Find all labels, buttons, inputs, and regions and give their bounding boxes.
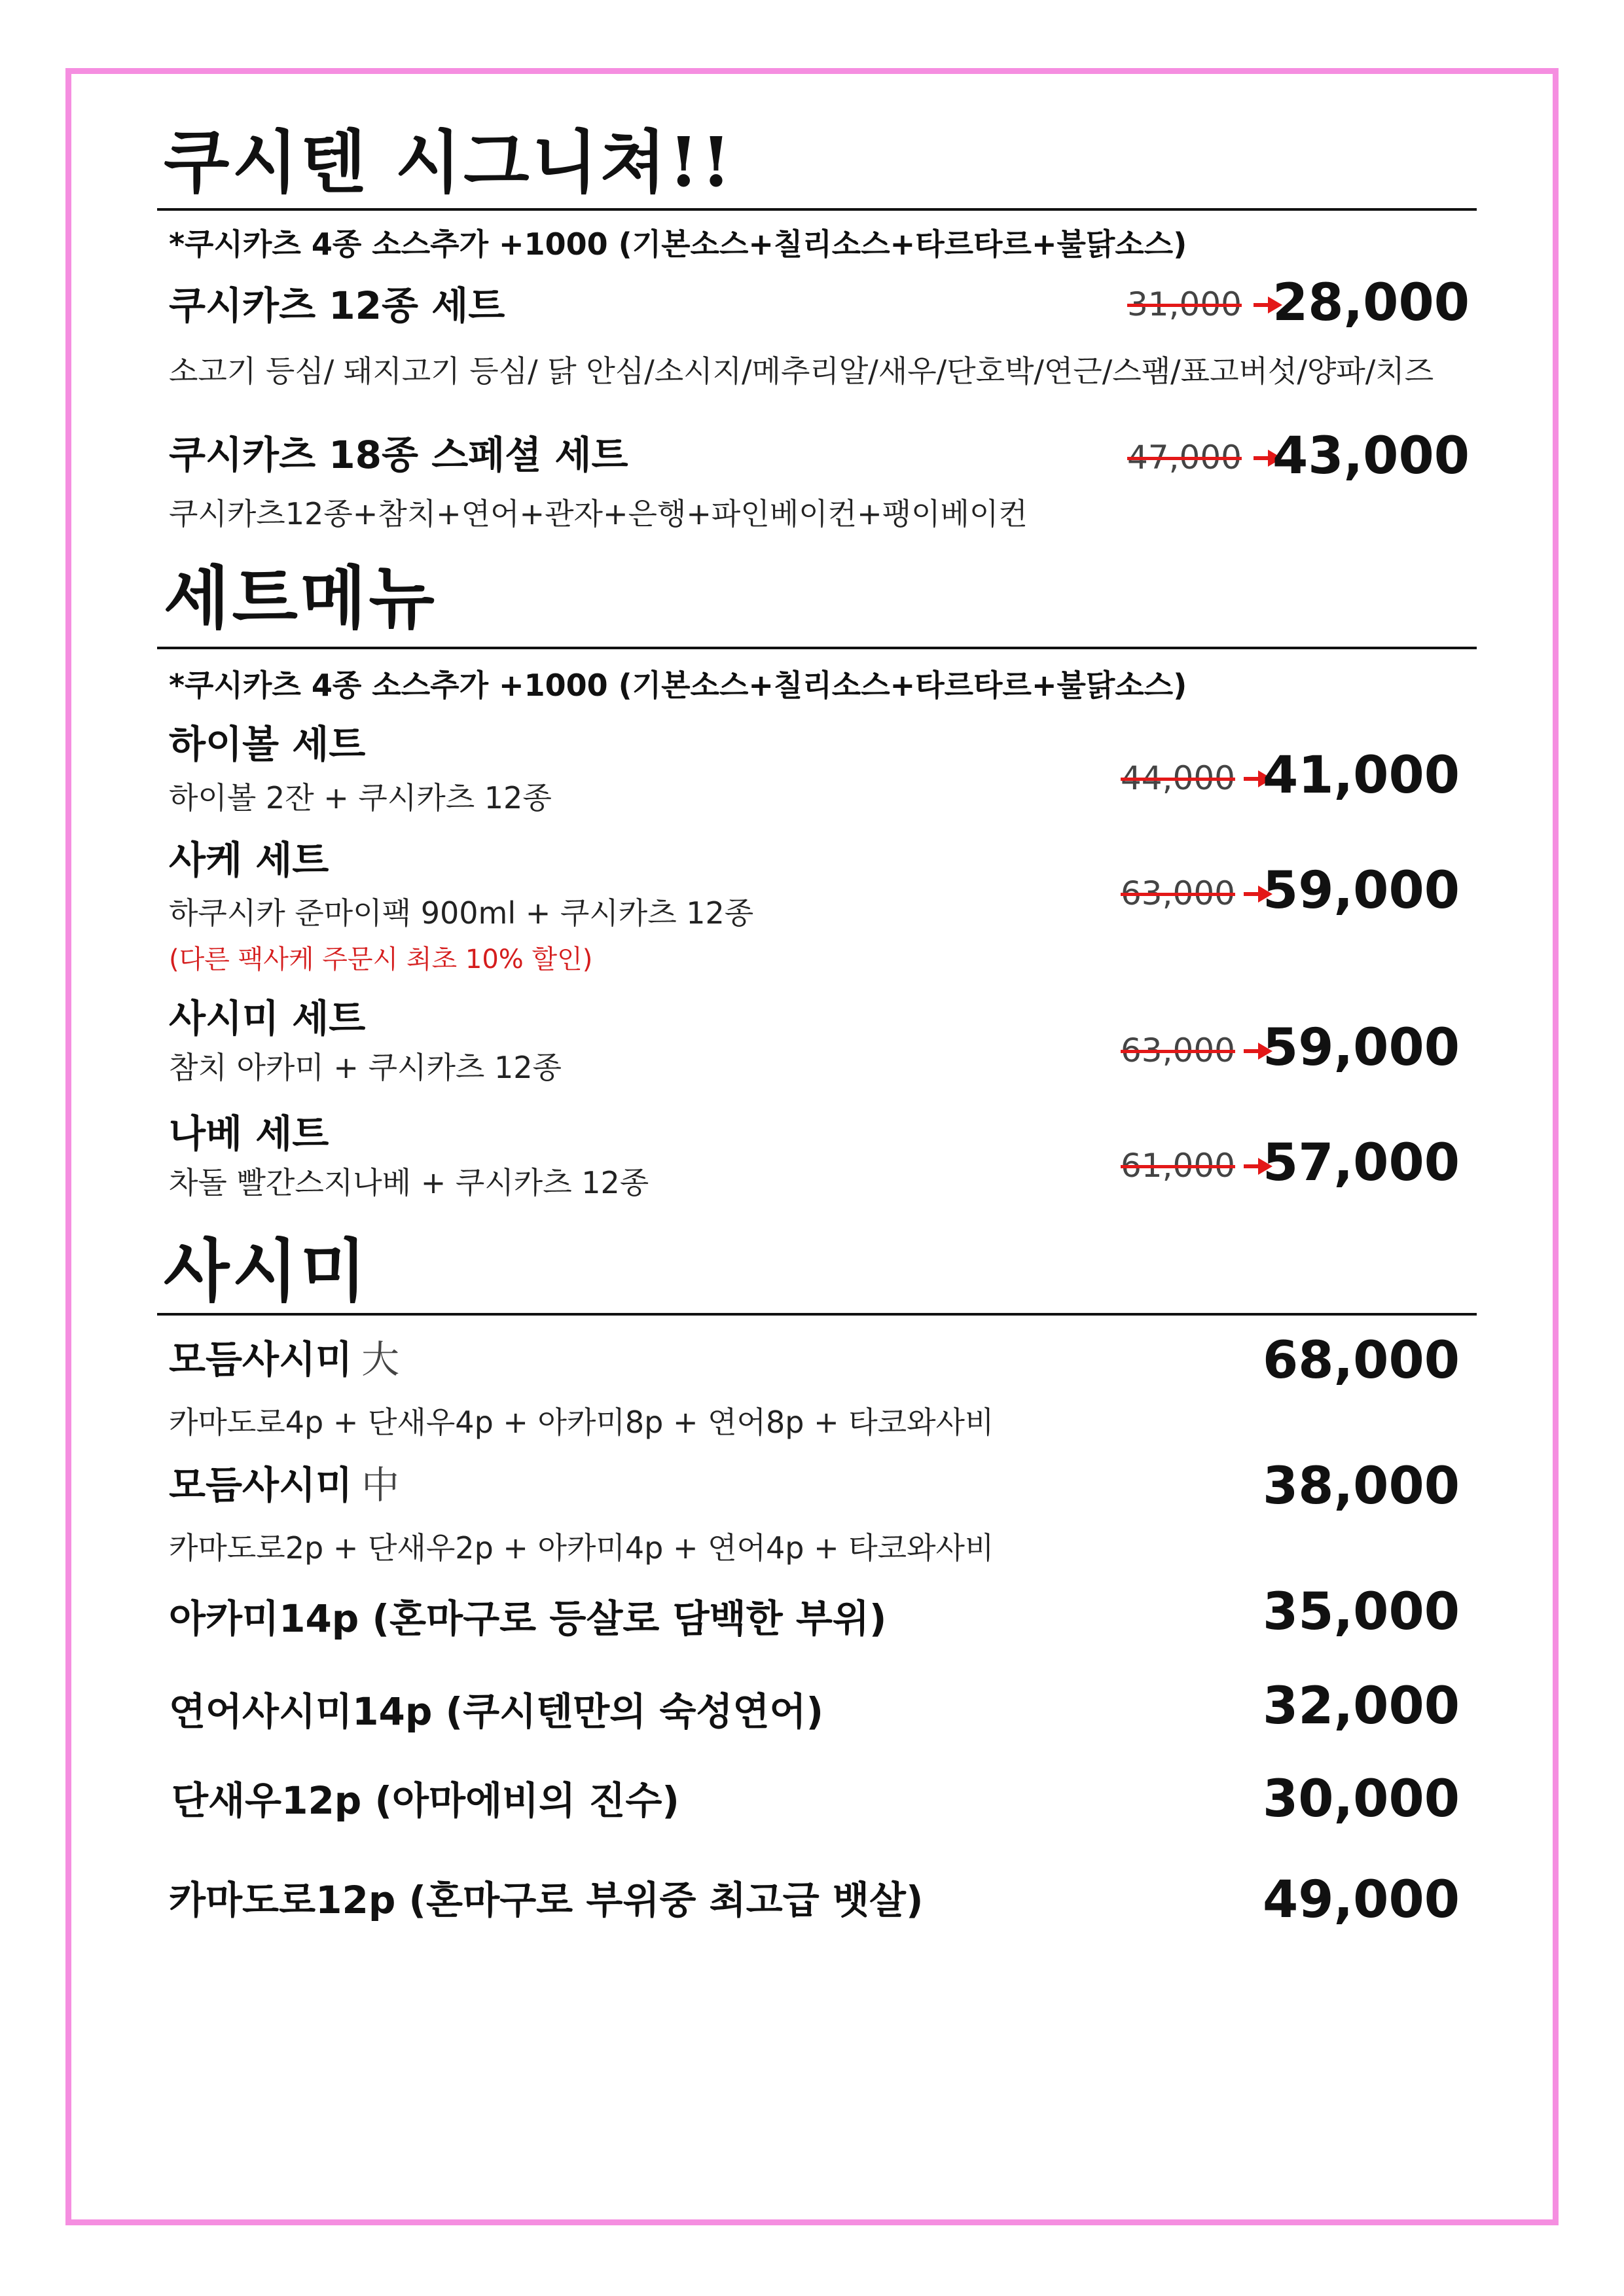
menu-item-name: 모듬사시미 中 [169,1463,400,1507]
menu-item-desc: 참치 아카미 + 쿠시카츠 12종 [169,1050,562,1085]
old-price: 31,000 [1127,285,1242,323]
menu-item-desc: 하쿠시카 준마이팩 900ml + 쿠시카츠 12종 [169,895,754,931]
menu-item-price: 49,000 [1263,1871,1460,1929]
menu-item-name: 사시미 세트 [169,996,366,1041]
menu-item-name: 모듬사시미 大 [169,1337,400,1382]
sauce-note: *쿠시카츠 4종 소스추가 +1000 (기본소스+칠리소스+타르타르+불닭소스) [169,226,1187,262]
section-title-setmenu: 세트메뉴 [164,558,437,638]
menu-item-name: 하이볼 세트 [169,722,366,766]
section-title-sashimi: 사시미 [164,1230,369,1311]
menu-item-price: 59,000 [1263,861,1460,920]
menu-item-price: 68,000 [1263,1331,1460,1390]
menu-item-name: 쿠시카츠 18종 스페셜 세트 [169,433,628,477]
section-divider [157,1313,1477,1316]
menu-item-price: 59,000 [1263,1018,1460,1077]
menu-item-name: 사케 세트 [169,838,329,882]
menu-item-price: 41,000 [1263,746,1460,805]
menu-item-name: 아카미14p (혼마구로 등살로 담백한 부위) [169,1596,887,1641]
menu-item-name: 쿠시카츠 12종 세트 [169,283,505,328]
sauce-note: *쿠시카츠 4종 소스추가 +1000 (기본소스+칠리소스+타르타르+불닭소스) [169,668,1187,703]
menu-item-price: 32,000 [1263,1677,1460,1736]
size-label: 大 [361,1337,400,1382]
size-label: 中 [361,1463,400,1507]
menu-item-desc: 카마도로2p + 단새우2p + 아카미4p + 연어4p + 타코와사비 [169,1530,994,1566]
discount-note: (다른 팩사케 주문시 최초 10% 할인) [169,944,593,975]
section-divider [157,647,1477,649]
old-price: 63,000 [1121,1031,1235,1069]
menu-item-price: 57,000 [1263,1134,1460,1193]
menu-item-price: 30,000 [1263,1770,1460,1829]
menu-item-price: 43,000 [1272,427,1470,486]
menu-item-desc: 쿠시카츠12종+참치+연어+관자+은행+파인베이컨+팽이베이컨 [169,496,1028,531]
menu-item-price: 28,000 [1272,274,1470,332]
menu-item-name: 연어사시미14p (쿠시텐만의 숙성연어) [169,1689,824,1734]
old-price: 61,000 [1121,1147,1235,1185]
menu-item-desc: 하이볼 2잔 + 쿠시카츠 12종 [169,780,552,816]
menu-item-name: 단새우12p (아마에비의 진수) [171,1778,679,1823]
menu-item-price: 38,000 [1263,1457,1460,1516]
section-title-signature: 쿠시텐 시그니쳐!! [164,122,734,202]
old-price: 47,000 [1127,439,1242,476]
menu-item-desc: 소고기 등심/ 돼지고기 등심/ 닭 안심/소시지/메추리알/새우/단호박/연근/스팸/표고버섯/양파/치즈 [169,353,1434,389]
old-price: 44,000 [1121,759,1235,797]
menu-item-desc: 차돌 빨간스지나베 + 쿠시카츠 12종 [169,1165,649,1200]
menu-item-price: 35,000 [1263,1583,1460,1641]
menu-item-desc: 카마도로4p + 단새우4p + 아카미8p + 연어8p + 타코와사비 [169,1405,994,1440]
menu-item-name: 나베 세트 [169,1111,329,1156]
section-divider [157,208,1477,211]
menu-item-name: 카마도로12p (혼마구로 부위중 최고급 뱃살) [169,1878,924,1922]
old-price: 63,000 [1121,874,1235,912]
